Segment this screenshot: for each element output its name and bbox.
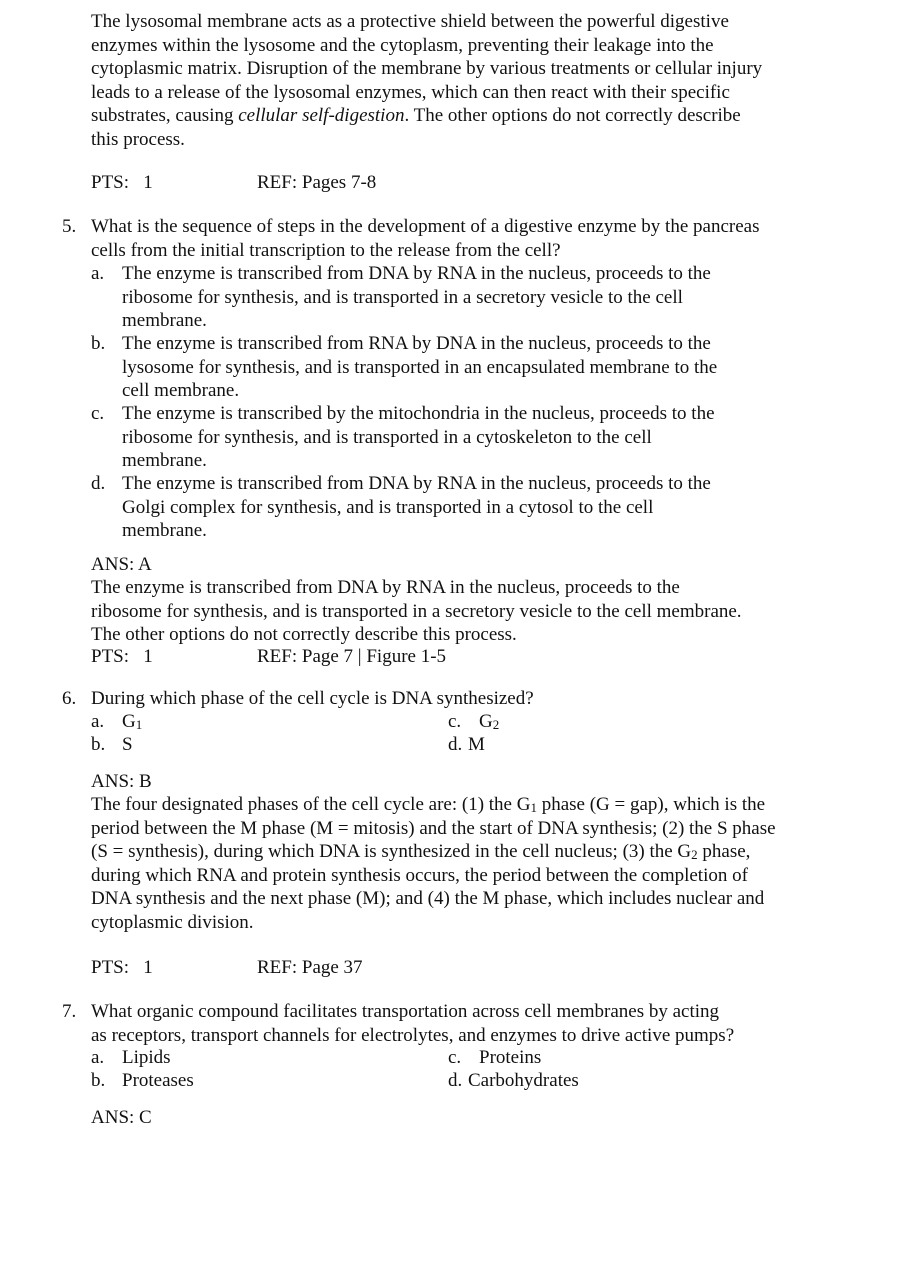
option-letter: a. — [91, 263, 105, 284]
option-text: S — [122, 734, 133, 755]
answer-rationale: The enzyme is transcribed from DNA by RNA in the nucleus, proceeds to the ribosome for synthesis, and is transported in a secretory vesicle to the cell membrane. The other options do not correctly describe this process. — [91, 577, 742, 645]
ref-label: REF: Pages 7-8 — [257, 172, 377, 193]
pts-label: PTS: 1 — [91, 172, 153, 193]
intro-pts-ref — [91, 171, 791, 195]
q5-pts-ref — [91, 645, 791, 669]
option-text: The enzyme is transcribed from DNA by RNA in the nucleus, proceeds to the Golgi complex for synthesis, and is transported in a cytosol to the cell membrane. — [122, 473, 711, 541]
option-letter: c. — [448, 1047, 462, 1068]
option-letter: d. — [448, 1070, 463, 1091]
question-stem: What is the sequence of steps in the development of a digestive enzyme by the pancreas cells from the initial transcription to the release from the cell? — [91, 216, 760, 261]
option-letter: c. — [91, 403, 105, 424]
question-stem: During which phase of the cell cycle is DNA synthesized? — [91, 688, 534, 709]
answer-key: ANS: B — [91, 771, 152, 792]
intro-line: The lysosomal membrane acts as a protective shield between the powerful digestive — [91, 11, 729, 32]
option-text: $G_1$ — [122, 711, 143, 732]
option-text: Proteases — [122, 1070, 194, 1091]
option-text: The enzyme is transcribed by the mitochondria in the nucleus, proceeds to the ribosome for synthesis, and is transported in a cytoskeleton to the cell membrane. — [122, 403, 715, 471]
intro-rationale — [91, 10, 821, 151]
question-number: 6. — [62, 688, 77, 709]
option-text: $G_2$ — [479, 711, 500, 732]
option-letter: a. — [91, 711, 105, 732]
option-letter: b. — [91, 734, 106, 755]
option-letter: d. — [448, 734, 463, 755]
option-letter: b. — [91, 333, 106, 354]
option-text: The enzyme is transcribed from RNA by DNA in the nucleus, proceeds to the lysosome for synthesis, and is transported in an encapsulated membrane to the cell membrane. — [122, 333, 718, 401]
option-letter: b. — [91, 1070, 106, 1091]
question-number: 7. — [62, 1001, 77, 1022]
emphasis-text: cellular self-digestion — [238, 105, 405, 126]
option-letter: d. — [91, 473, 106, 494]
answer-key: ANS: A — [91, 554, 152, 575]
option-text: Proteins — [479, 1047, 542, 1068]
question-number: 5. — [62, 216, 77, 237]
intro-line: enzymes within the lysosome and the cytoplasm, preventing their leakage into the — [91, 34, 714, 56]
option-text: Carbohydrates — [468, 1070, 579, 1091]
option-letter: c. — [448, 711, 462, 732]
answer-rationale: The four designated phases of the cell cycle are: (1) the $G_1$ phase (G = gap), which is the period between the M phase (M = mitosis) and the start of DNA synthesis; (2) the S phase (S = synthesis), during which DNA is synthesized in the cell nucleus; (3) the $G_2$ phase, during which RNA and protein synthesis occurs, the period between the completion of DNA synthesis and the next phase (M); and (4) the M phase, which includes nuclear and cytoplasmic division. — [91, 794, 776, 933]
intro-line: substrates, causing cellular self-digestion. The other options do not correctly describe — [91, 105, 741, 126]
answer-key: ANS: C — [91, 1107, 152, 1128]
option-text: Lipids — [122, 1047, 171, 1068]
q6-pts-ref — [91, 956, 791, 980]
option-letter: a. — [91, 1047, 105, 1068]
ref-label: REF: Page 7 | Figure 1-5 — [257, 646, 447, 667]
intro-line: cytoplasmic matrix. Disruption of the membrane by various treatments or cellular injury — [91, 58, 763, 79]
intro-line: this process. — [91, 128, 185, 150]
pts-label: PTS: 1 — [91, 646, 153, 667]
option-text: M — [468, 734, 485, 755]
option-text: The enzyme is transcribed from DNA by RNA in the nucleus, proceeds to the ribosome for synthesis, and is transported in a secretory vesicle to the cell membrane. — [122, 263, 711, 331]
question-stem: What organic compound facilitates transportation across cell membranes by acting as receptors, transport channels for electrolytes, and enzymes to drive active pumps? — [91, 1001, 735, 1046]
ref-label: REF: Page 37 — [257, 957, 363, 978]
pts-label: PTS: 1 — [91, 957, 153, 978]
intro-line: leads to a release of the lysosomal enzymes, which can then react with their specific — [91, 81, 730, 103]
